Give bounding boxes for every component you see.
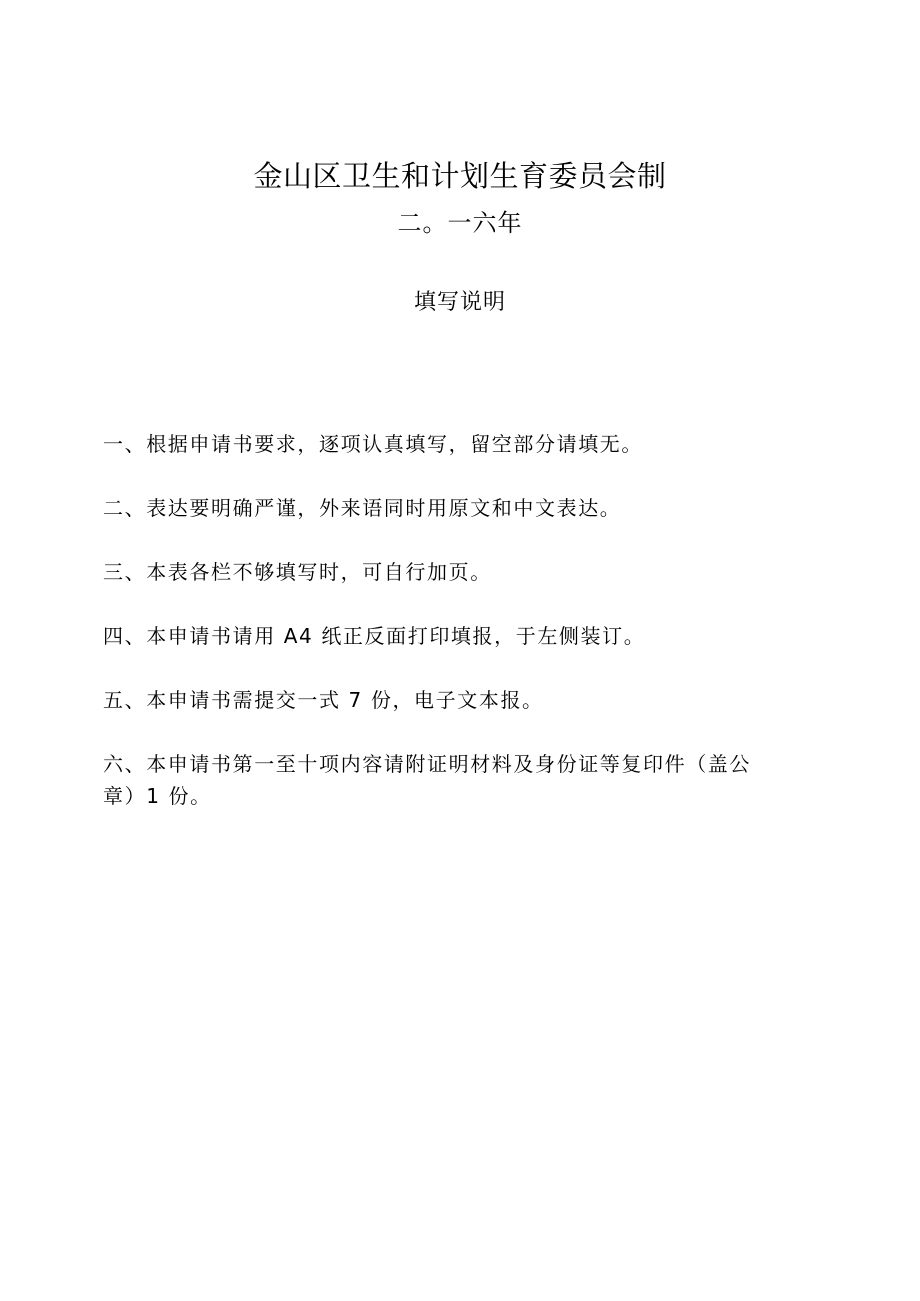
instruction-item-4: 四、本申请书请用 A4 纸正反面打印填报，于左侧装订。: [103, 624, 646, 648]
instruction-item-3: 三、本表各栏不够填写时，可自行加页。: [103, 560, 492, 584]
instruction-item-6: 六、本申请书第一至十项内容请附证明材料及身份证等复印件（盖公章）1 份。: [103, 752, 751, 808]
instruction-item-2: 二、表达要明确严谨，外来语同时用原文和中文表达。: [103, 496, 622, 520]
instruction-item-1: 一、根据申请书要求，逐项认真填写，留空部分请填无。: [103, 432, 643, 456]
instructions-heading: 填写说明: [413, 290, 506, 315]
instructions-list: [103, 428, 803, 844]
organization-line: 金山区卫生和计划生育委员会制: [253, 159, 667, 193]
instruction-item-5: 五、本申请书需提交一式 7 份，电子文本报。: [103, 688, 544, 712]
year-line: 二。一六年: [397, 209, 523, 237]
